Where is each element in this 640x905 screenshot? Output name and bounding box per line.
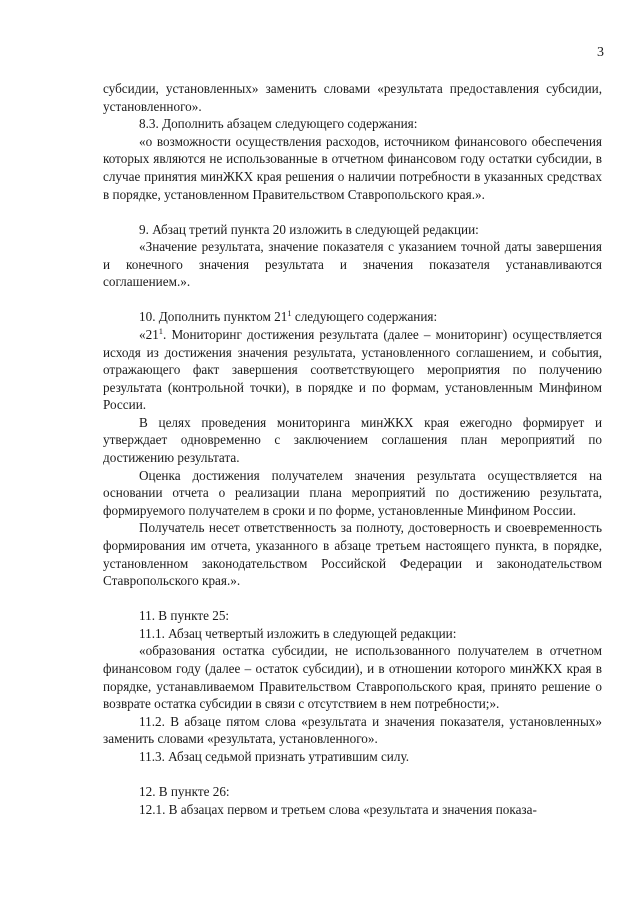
paragraph: Получатель несет ответственность за полноту, достоверность и своевременность формирования им отчета, указанного в абзаце третьем настоящего пункта, в порядке, установленном законодательством Российской Федерации и законодательством Ставропольского края.». — [103, 520, 602, 589]
paragraph: 8.3. Дополнить абзацем следующего содержания: — [139, 116, 418, 132]
paragraph: «образования остатка субсидии, не использованного получателем в отчетном финансовом году (далее – остаток субсидии), и в отношении которого минЖКХ края в порядке, устанавливаемом Правительством Ставропольского края, принято решение о возврате остатка субсидии в связи с отсутствием в нем потребности;». — [103, 643, 602, 712]
paragraph: 11.1. Абзац четвертый изложить в следующей редакции: — [139, 625, 457, 641]
text-run: «21 — [139, 326, 159, 342]
document-body — [103, 80, 602, 818]
paragraph: «о возможности осуществления расходов, источником финансового обеспечения которых являются не использованные в отчетном финансовом году остатки субсидии, в случае принятия минЖКХ края решения о наличии потребности в указанных средствах в порядке, установленном Правительством Ставропольского края.». — [103, 133, 602, 202]
paragraph: В целях проведения мониторинга минЖКХ края ежегодно формирует и утверждает одновременно с заключением соглашения план мероприятий по достижению результата. — [103, 414, 602, 466]
section-heading: 12. В пункте 26: — [139, 783, 230, 799]
text-run: 10. Дополнить пунктом 21 — [139, 309, 288, 325]
paragraph: 12.1. В абзацах первом и третьем слова «результата и значения показа- — [139, 801, 537, 817]
paragraph: «Значение результата, значение показателя с указанием точной даты завершения и конечного значения результата и значения показателя устанавливаются соглашением.». — [103, 239, 602, 290]
text-run: следующего содержания: — [291, 309, 438, 325]
paragraph — [103, 326, 602, 414]
superscript: 1 — [158, 325, 164, 336]
paragraph: Оценка достижения получателем значения результата осуществляется на основании отчета о реализации плана мероприятий по достижению результата, формируемого получателем в сроки и по форме, установленные Минфином России. — [103, 467, 602, 518]
page-number: 3 — [597, 45, 604, 60]
section-heading — [103, 308, 602, 326]
section-heading: 9. Абзац третий пункта 20 изложить в следующей редакции: — [139, 221, 479, 237]
paragraph: 11.2. В абзаце пятом слова «результата и значения показателя, установленных» заменить словами «результата, установленного». — [103, 713, 602, 747]
paragraph: 11.3. Абзац седьмой признать утратившим силу. — [139, 748, 410, 764]
paragraph: субсидии, установленных» заменить словами «результата предоставления субсидии, установленного». — [103, 81, 602, 114]
superscript: 1 — [287, 308, 292, 319]
section-heading: 11. В пункте 25: — [139, 608, 230, 624]
text-run: . Мониторинг достижения результата (далее – мониторинг) осуществляется исходя из достижения значения результата, установленного соглашением, и события, отражающего факт завершения соответствующего мероприятия по получению результата (контрольной точки), в порядке и по формам, установленным Минфином России. — [103, 326, 602, 413]
